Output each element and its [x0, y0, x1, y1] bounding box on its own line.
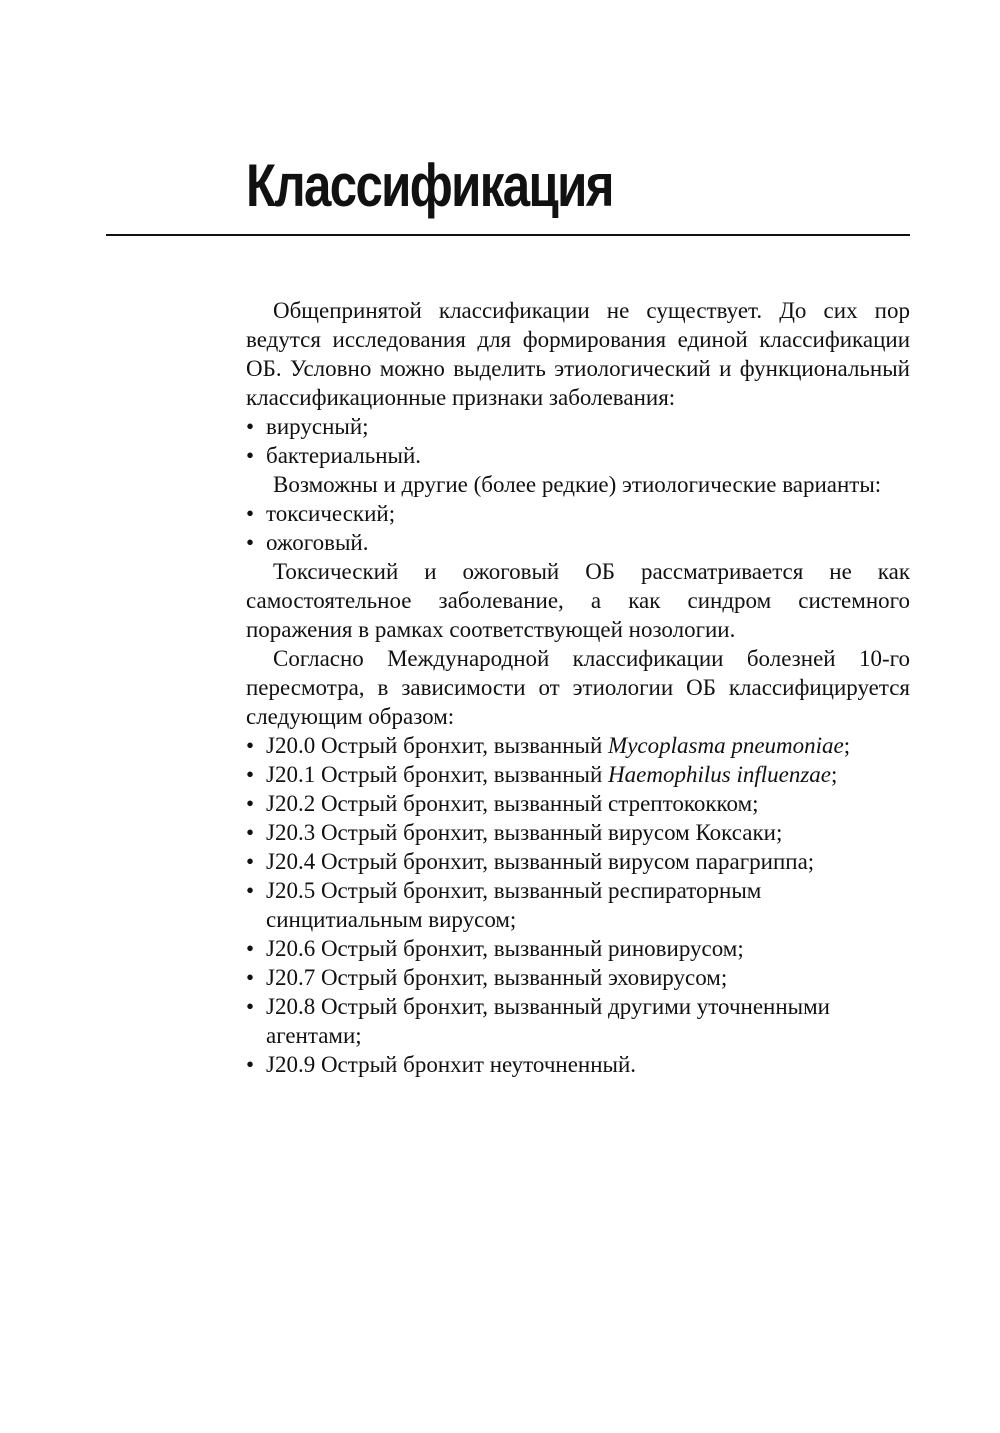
icd-code-item — [246, 876, 910, 934]
icd-codes-list — [246, 731, 910, 1079]
icd-code-item — [246, 847, 910, 876]
icd-code-item — [246, 760, 910, 789]
bullet-icon: • — [246, 501, 255, 526]
bullet-icon: • — [246, 443, 255, 468]
list-item-text: токсический; — [266, 501, 396, 526]
title-divider — [106, 234, 910, 236]
icd-code-item — [246, 731, 910, 760]
bullet-icon: • — [246, 1052, 255, 1077]
intro-paragraph: Общепринятой классификации не существует. До сих пор ведутся исследования для формирования единой классификации ОБ. Условно можно выделить этиологический и функциональный классификационные признаки заболевания: — [246, 298, 910, 410]
list-item — [246, 499, 910, 528]
rare-types-list — [246, 499, 910, 557]
icd-code-text: J20.3 Острый бронхит, вызванный вирусом Коксаки; — [266, 820, 783, 845]
icd-code-text: J20.6 Острый бронхит, вызванный риновирусом; — [266, 936, 744, 961]
organism-name: Haemophilus influenzae — [608, 762, 831, 787]
icd-code-text: J20.0 Острый бронхит, вызванный — [266, 733, 609, 758]
organism-name: Mycoplasma pneumoniae — [608, 733, 844, 758]
icd-code-text: J20.7 Острый бронхит, вызванный эховирусом; — [266, 965, 728, 990]
page-title: Классификация — [246, 152, 613, 219]
bullet-icon: • — [246, 530, 255, 555]
toxic-paragraph: Токсический и ожоговый ОБ рассматривается не как самостоятельное заболевание, а как синдром системного поражения в рамках соответствующей нозологии. — [246, 559, 910, 642]
icd-code-item — [246, 789, 910, 818]
list-item — [246, 528, 910, 557]
icd-code-item — [246, 963, 910, 992]
bullet-icon: • — [246, 820, 255, 845]
bullet-icon: • — [246, 414, 255, 439]
item-end: ; — [831, 762, 838, 787]
bullet-icon: • — [246, 965, 255, 990]
bullet-icon: • — [246, 762, 255, 787]
bullet-icon: • — [246, 849, 255, 874]
icd-code-text: J20.5 Острый бронхит, вызванный респираторным синцитиальным вирусом; — [266, 878, 762, 932]
bullet-icon: • — [246, 936, 255, 961]
list-item-text: ожоговый. — [266, 530, 369, 555]
icd-code-item — [246, 992, 910, 1050]
list-item-text: бактериальный. — [266, 443, 422, 468]
icd-code-item — [246, 1050, 910, 1079]
icd-code-text: J20.9 Острый бронхит неуточненный. — [266, 1052, 637, 1077]
list-item — [246, 412, 910, 441]
bullet-icon: • — [246, 878, 255, 903]
list-item-text: вирусный; — [266, 414, 369, 439]
icd-code-text: J20.1 Острый бронхит, вызванный — [266, 762, 609, 787]
icd-code-text: J20.8 Острый бронхит, вызванный другими уточненными агентами; — [266, 994, 830, 1048]
article-body — [246, 296, 910, 1079]
icd-code-item — [246, 934, 910, 963]
main-types-list — [246, 412, 910, 470]
rare-types-paragraph: Возможны и другие (более редкие) этиологические варианты: — [273, 472, 882, 497]
bullet-icon: • — [246, 733, 255, 758]
icd-code-item — [246, 818, 910, 847]
list-item — [246, 441, 910, 470]
icd-code-text: J20.2 Острый бронхит, вызванный стрептококком; — [266, 791, 759, 816]
bullet-icon: • — [246, 791, 255, 816]
item-end: ; — [843, 733, 851, 758]
bullet-icon: • — [246, 994, 255, 1019]
icd-paragraph: Согласно Международной классификации болезней 10-го пересмотра, в зависимости от этиологии ОБ классифицируется следующим образом: — [246, 646, 910, 729]
icd-code-text: J20.4 Острый бронхит, вызванный вирусом парагриппа; — [266, 849, 815, 874]
